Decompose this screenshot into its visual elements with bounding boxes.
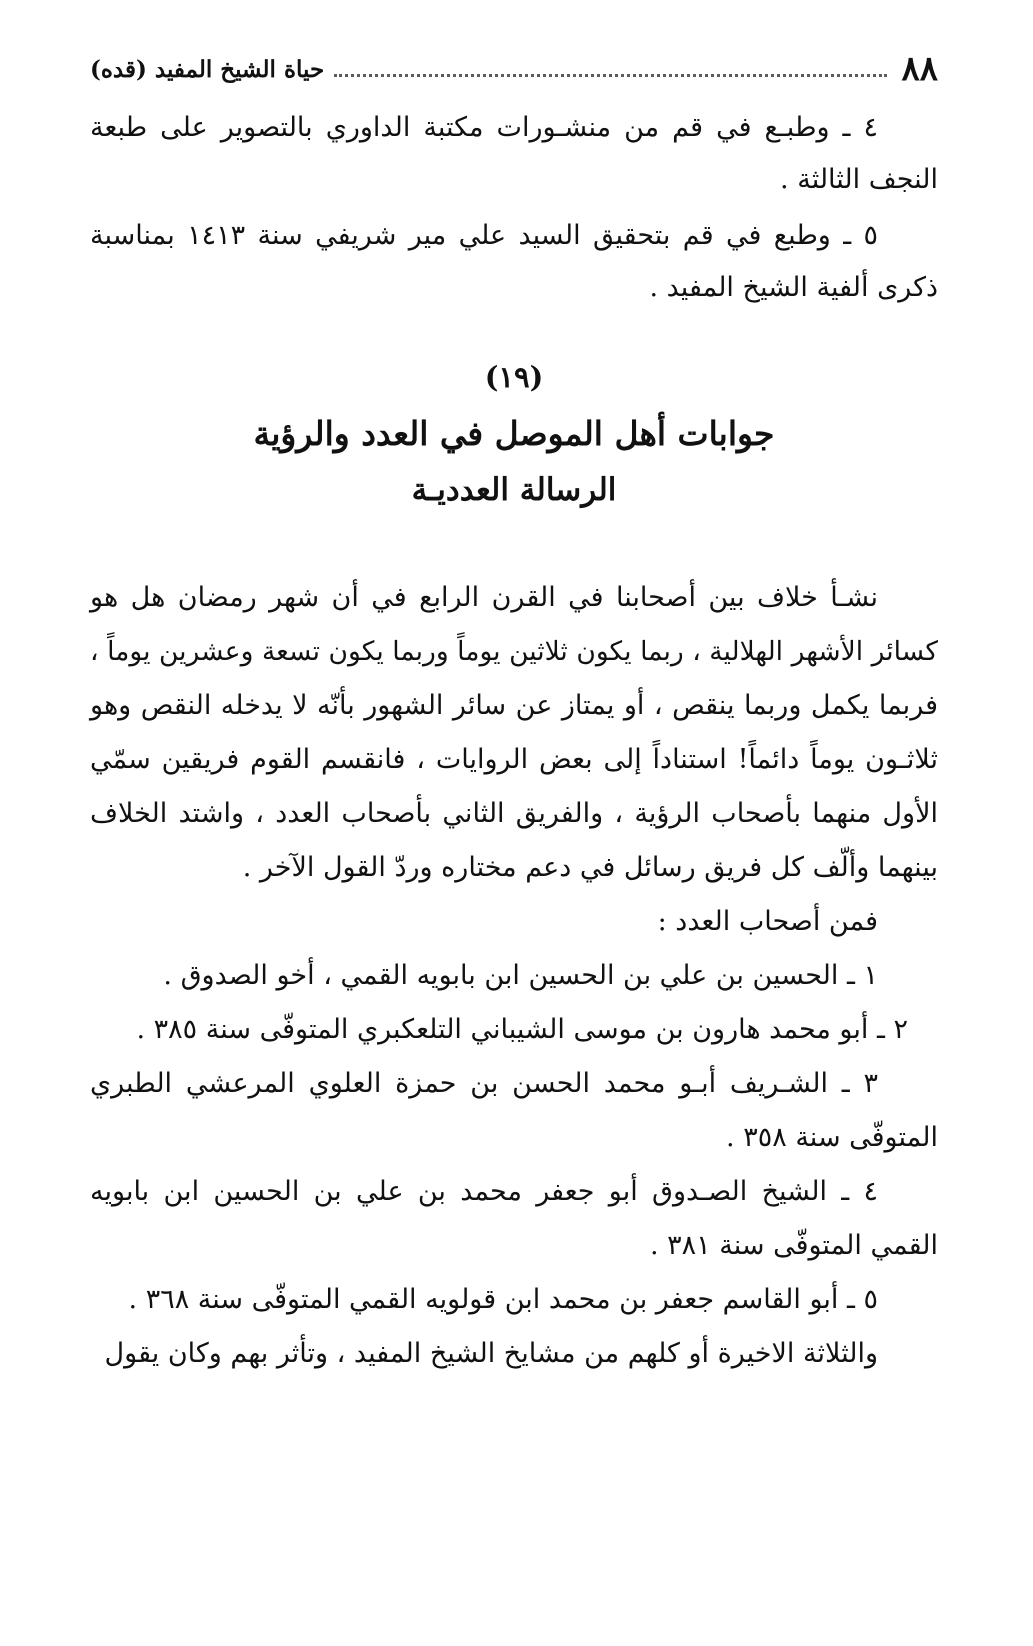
list-item-continuation: القمي المتوفّى سنة ٣٨١ . xyxy=(649,1230,938,1261)
header-dotted-leader xyxy=(334,74,887,77)
body-line: بينهما وألّف كل فريق رسائل في دعم مختاره وردّ القول الآخر . xyxy=(242,852,938,883)
page-header xyxy=(90,44,938,94)
list-intro: فمن أصحاب العدد : xyxy=(657,906,878,937)
list-item-continuation: المتوفّى سنة ٣٥٨ . xyxy=(726,1122,938,1153)
edition-item-4-line-2: النجف الثالثة . xyxy=(780,164,938,195)
body-line: نشـأ خلاف بين أصحابنا في القرن الرابع في أن شهر رمضان هل هو xyxy=(90,582,878,613)
section-number: (١٩) xyxy=(484,360,544,394)
section-title: جوابات أهل الموصل في العدد والرؤية xyxy=(253,414,775,453)
edition-item-5-line-1: ٥ ـ وطبع في قم بتحقيق السيد علي مير شريفي سنة ١٤١٣ بمناسبة xyxy=(90,220,879,251)
page-number: ٨٨ xyxy=(901,49,938,89)
list-item: ١ ـ الحسين بن علي بن الحسين ابن بابويه القمي ، أخو الصدوق . xyxy=(163,960,878,991)
list-item: ٣ ـ الشـريف أبـو محمد الحسن بن حمزة العلوي المرعشي الطبري xyxy=(90,1068,878,1099)
body-line: والثلاثة الاخيرة أو كلهم من مشايخ الشيخ المفيد ، وتأثر بهم وكان يقول xyxy=(104,1338,878,1369)
list-item: ٢ ـ أبو محمد هارون بن موسى الشيباني التلعكبري المتوفّى سنة ٣٨٥ . xyxy=(136,1014,908,1045)
edition-item-5-line-2: ذكرى ألفية الشيخ المفيد . xyxy=(649,272,938,303)
list-item: ٤ ـ الشيخ الصـدوق أبو جعفر محمد بن علي بن الحسين ابن بابويه xyxy=(90,1176,878,1207)
section-subtitle: الرسالة العدديـة xyxy=(411,472,617,508)
edition-item-4-line-1: ٤ ـ وطبـع في قم من منشـورات مكتبة الداوري بالتصوير على طبعة xyxy=(90,112,878,143)
body-line: ثلاثـون يوماً دائماً! استناداً إلى بعض الروايات ، فانقسم القوم فريقين سمّي xyxy=(90,744,938,775)
body-line: كسائر الأشهر الهلالية ، ربما يكون ثلاثين يوماً وربما يكون تسعة وعشرين يوماً ، xyxy=(90,636,938,667)
running-title: حياة الشيخ المفيد (قده) xyxy=(90,55,325,83)
body-line: فربما يكمل وربما ينقص ، أو يمتاز عن سائر الشهور بأنّه لا يدخله النقص وهو xyxy=(90,690,938,721)
body-line: الأول منهما بأصحاب الرؤية ، والفريق الثاني بأصحاب العدد ، واشتد الخلاف xyxy=(90,798,938,829)
list-item: ٥ ـ أبو القاسم جعفر بن محمد ابن قولويه القمي المتوفّى سنة ٣٦٨ . xyxy=(128,1284,878,1315)
